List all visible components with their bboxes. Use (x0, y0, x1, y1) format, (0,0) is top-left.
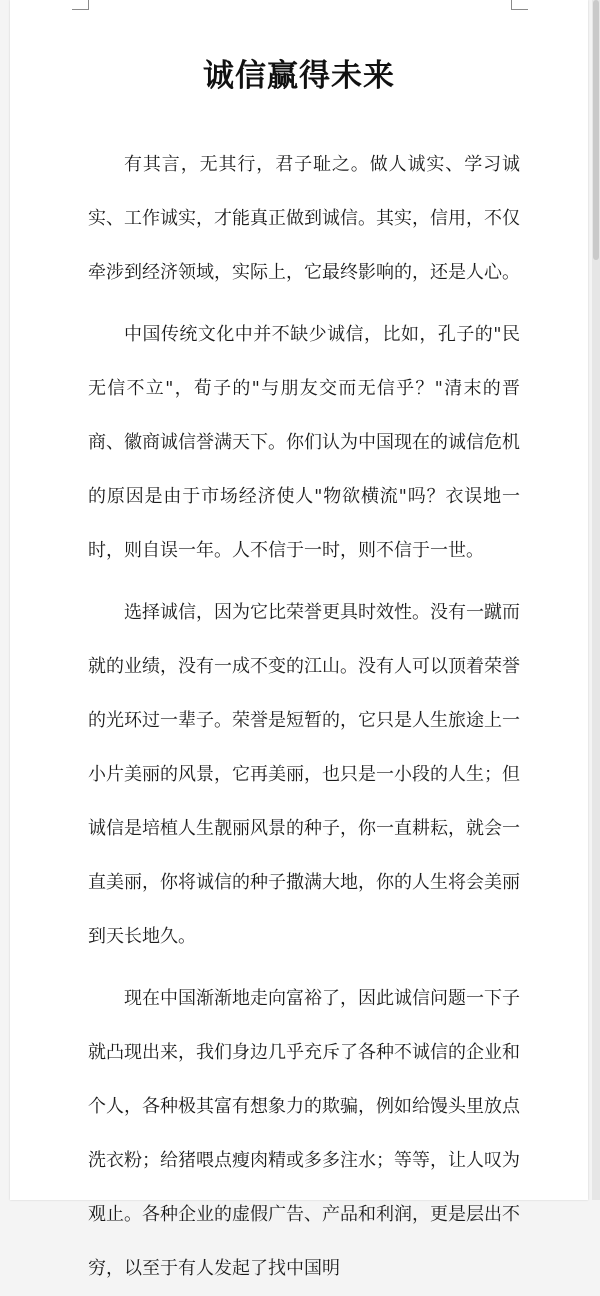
paragraph-2: 中国传统文化中并不缺少诚信，比如，孔子的"民无信不立"，荀子的"与朋友交而无信乎？"清末的晋商、徽商诚信誉满天下。你们认为中国现在的诚信危机的原因是由于市场经济使人"物欲横流"吗？衣误地一时，则自误一年。人不信于一时，则不信于一世。 (88, 324, 520, 561)
page-corner-mark-left (72, 0, 89, 10)
document-page (10, 0, 588, 1279)
document-body (88, 138, 520, 1296)
paragraph-1: 有其言，无其行，君子耻之。做人诚实、学习诚实、工作诚实，才能真正做到诚信。其实，信用，不仅牵涉到经济领域，实际上，它最终影响的，还是人心。 (88, 154, 520, 283)
paragraph-3: 选择诚信，因为它比荣誉更具时效性。没有一蹴而就的业绩，没有一成不变的江山。没有人可以顶着荣誉的光环过一辈子。荣誉是短暂的，它只是人生旅途上一小片美丽的风景，它再美丽，也只是一小段的人生；但诚信是培植人生靓丽风景的种子，你一直耕耘，就会一直美丽，你将诚信的种子撒满大地，你的人生将会美丽到天长地久。 (88, 602, 520, 947)
vertical-scrollbar[interactable] (592, 0, 600, 1200)
scrollbar-thumb[interactable] (593, 0, 599, 260)
page-corner-mark-right (511, 0, 528, 10)
document-title: 诚信赢得未来 (203, 58, 395, 94)
paragraph-4: 现在中国渐渐地走向富裕了，因此诚信问题一下子就凸现出来，我们身边几乎充斥了各种不诚信的企业和个人，各种极其富有想象力的欺骗，例如给馒头里放点洗衣粉；给猪喂点瘦肉精或多多注水；等等，让人叹为观止。各种企业的虚假广告、产品和利润，更是层出不穷，以至于有人发起了找中国明 (88, 988, 520, 1279)
